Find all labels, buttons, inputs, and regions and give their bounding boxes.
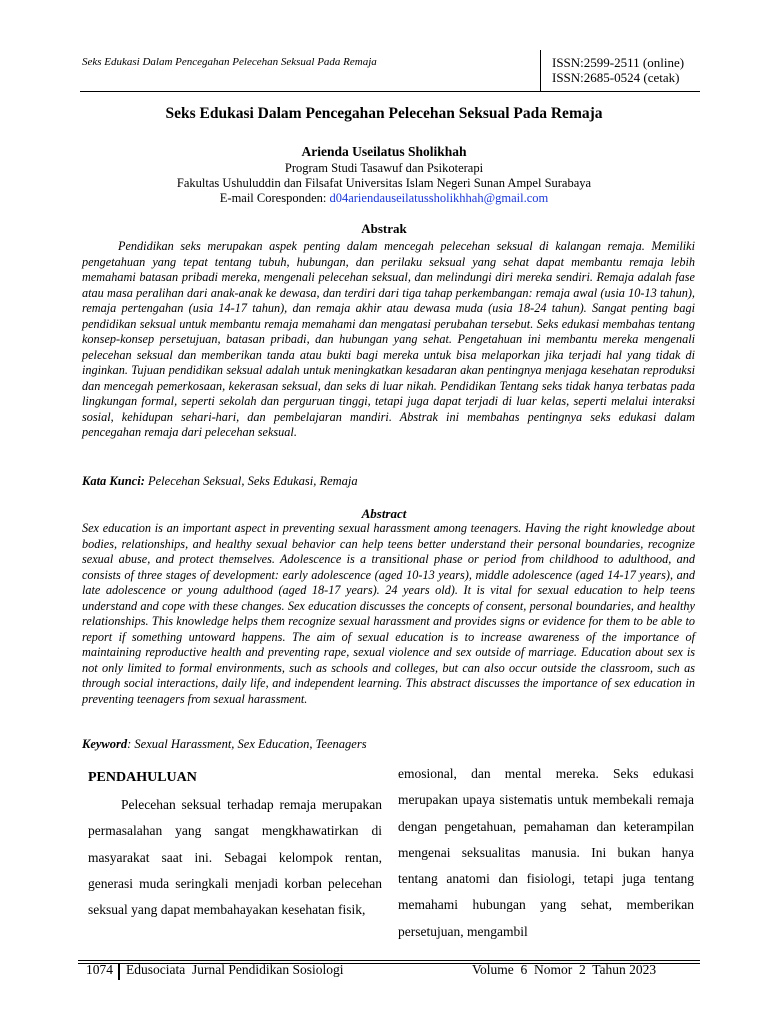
- abstrak-heading: Abstrak: [361, 221, 407, 236]
- issn-print: ISSN:2685-0524 (cetak): [552, 70, 680, 85]
- issn-online: ISSN:2599-2511 (online): [552, 55, 685, 70]
- abstrak-body: Pendidikan seks merupakan aspek penting dalam mencegah pelecehan seksual di kalangan remaja. Memiliki pengetahuan yang tepat tentang tubuh, hubungan, dan perilaku seksual yang sehat dapat membantu remaja lebih memahami batasan pribadi mereka, mengenali pelecehan seksual, dan melindungi diri mereka sendiri. Remaja adalah fase atau masa peralihan dari anak-anak ke dewasa, dan terdiri dari tiga tahap perkembangan: remaja awal (usia 10-13 tahun), remaja pertengahan (usia 14-17 tahun), dan remaja akhir atau dewasa muda (usia 18-24 tahun). Sangat penting bagi pendidikan seksual untuk membantu remaja memahami dan mengatasi perubahan tersebut. Seks edukasi membahas tentang konsep-konsep persetujuan, batasan pribadi, dan hubungan yang sehat. Pengetahuan ini membantu mereka mengenali pelecehan seksual dan memberikan tanda atau bukti bagi mereka untuk bisa melaporkan jika terjadi hal yang tidak di inginkan. Tujuan pendidikan seksual adalah untuk meningkatkan kesadaran akan pentingnya menjaga kesehatan reproduksi dan mencegah pemerkosaan, kekerasan seksual, dan seks di luar nikah. Pendidikan Tentang seks tidak hanya terbatas pada lingkungan formal, seperti sekolah dan perguruan tinggi, tetapi juga dapat terjadi di luar kelas, seperti melalui interaksi sosial, kehidupan sehari-hari, dan pembelajaran mandiri. Abstrak ini membahas pentingnya seks edukasi dalam pencegahan remaja dari pelecehan seksual.: [82, 239, 695, 439]
- abstract-heading: Abstract: [361, 506, 407, 521]
- section-heading-pendahuluan: PENDAHULUAN: [88, 770, 197, 785]
- kata-kunci-label: Kata Kunci:: [82, 474, 145, 488]
- keyword-line: [82, 737, 367, 752]
- footer-rule-top: [78, 960, 700, 961]
- volume-issue: Volume 6 Nomor 2 Tahun 2023: [472, 962, 657, 977]
- running-header-title: Seks Edukasi Dalam Pencegahan Pelecehan Seksual Pada Remaja: [82, 56, 377, 68]
- page-number: 1074: [86, 962, 113, 977]
- keyword-values: : Sexual Harassment, Sex Education, Teenagers: [127, 737, 367, 751]
- intro-right-column: emosional, dan mental mereka. Seks edukasi merupakan upaya sistematis untuk membekali remaja dengan pengetahuan, pemahaman dan keterampilan mengenai seksualitas manusia. Ini bukan hanya tentang anatomi dan fisiologi, tetapi juga tentang memahami hubungan yang sehat, memberikan persetujuan, mengambil: [398, 766, 694, 939]
- abstract-body: Sex education is an important aspect in preventing sexual harassment among teenagers. Having the right knowledge about bodies, relationships, and healthy sexual behavior can help teens better understand their personal boundaries, recognize sexual abuse, and protect themselves. Adolescence is a transitional phase or period from childhood to adulthood, and consists of three stages of development: early adolescence (aged 10-13 years), middle adolescence (aged 14-17 years), and late adolescence or young adulthood (aged 18-17 years). 24 years old). It is vital for sexual education to help teens understand and cope with these changes. Sex education discusses the concepts of consent, personal boundaries, and healthy relationships. This knowledge helps them recognize sexual harassment and provides signs or evidence for them to be able to report if something untoward happens. The aim of sexual education is to increase awareness of the importance of maintaining reproductive health and preventing rape, sexual violence and sex outside of marriage. Education about sex is not only limited to formal environments, such as schools and colleges, but can also occur outside the classroom, such as through social interactions, daily life, and independent learning. This abstract discusses the importance of sex education in preventing teenagers from sexual harassment.: [82, 521, 695, 706]
- intro-left-column: Pelecehan seksual terhadap remaja merupakan permasalahan yang sangat mengkhawatirkan di masyarakat saat ini. Sebagai kelompok rentan, generasi muda seringkali menjadi korban pelecehan seksual yang dapat membahayakan kesehatan fisik,: [88, 797, 382, 918]
- email-link[interactable]: d04ariendauseilatussholikhhah@gmail.com: [329, 191, 549, 205]
- footer-separator: [118, 963, 120, 980]
- kata-kunci-line: [82, 474, 358, 489]
- affiliation-faculty: Fakultas Ushuluddin dan Filsafat Universitas Islam Negeri Sunan Ampel Surabaya: [176, 176, 592, 190]
- header-vertical-rule: [540, 50, 541, 92]
- email-line: [0, 191, 768, 206]
- journal-name: Edusociata Jurnal Pendidikan Sosiologi: [126, 962, 344, 977]
- kata-kunci-values: Pelecehan Seksual, Seks Edukasi, Remaja: [144, 474, 358, 488]
- header-horizontal-rule: [80, 91, 700, 92]
- affiliation-program: Program Studi Tasawuf dan Psikoterapi: [284, 161, 484, 175]
- keyword-label: Keyword: [82, 737, 128, 751]
- author-name: Arienda Useilatus Sholikhah: [301, 144, 467, 159]
- paper-title: Seks Edukasi Dalam Pencegahan Pelecehan Seksual Pada Remaja: [165, 105, 603, 122]
- email-label: E-mail Coresponden:: [219, 191, 330, 205]
